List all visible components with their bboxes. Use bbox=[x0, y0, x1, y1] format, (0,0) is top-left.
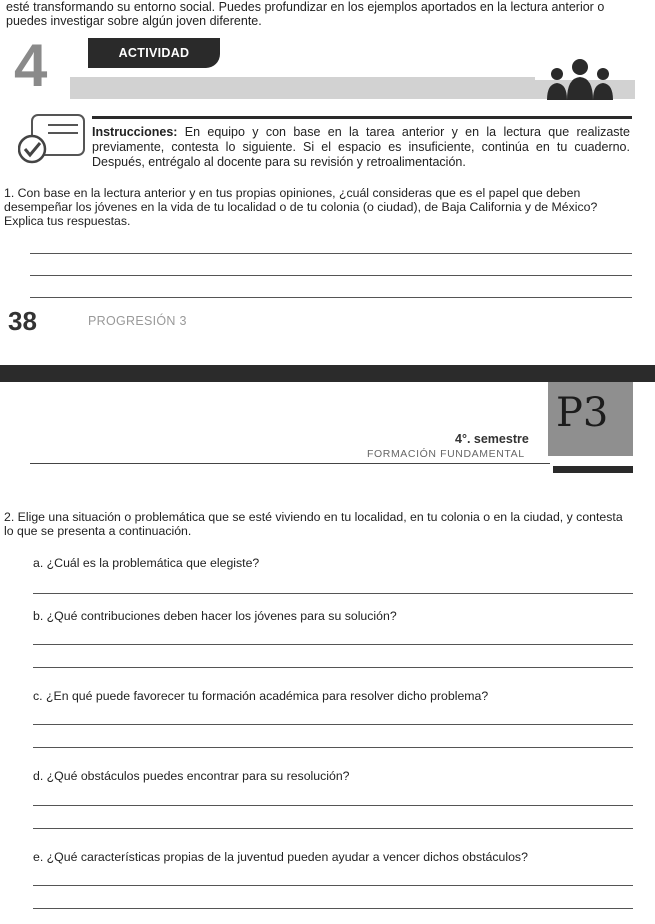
checklist-icon bbox=[18, 113, 88, 172]
subquestion-e: e. ¿Qué características propias de la juventud pueden ayudar a vencer dichos obstáculos? bbox=[33, 850, 528, 864]
answer-line[interactable] bbox=[33, 667, 633, 668]
instructions-body: En equipo y con base en la tarea anterior y en la lectura que realizaste previamente, contesta lo siguiente. Si el espacio es insuficiente, continúa en tu cuaderno. Después, entrégalo al docente para su revisión y retroalimentación. bbox=[92, 125, 630, 169]
subquestion-d: d. ¿Qué obstáculos puedes encontrar para su resolución? bbox=[33, 769, 350, 783]
people-group-icon bbox=[545, 56, 615, 107]
header-rule bbox=[30, 463, 550, 464]
answer-line[interactable] bbox=[30, 275, 632, 276]
instructions-rule bbox=[92, 116, 632, 119]
answer-line[interactable] bbox=[33, 644, 633, 645]
answer-line[interactable] bbox=[30, 253, 632, 254]
formation-label: FORMACIÓN FUNDAMENTAL bbox=[367, 448, 525, 460]
activity-label: ACTIVIDAD bbox=[88, 38, 220, 68]
page-number: 38 bbox=[8, 306, 37, 336]
answer-line[interactable] bbox=[33, 885, 633, 886]
answer-line[interactable] bbox=[33, 828, 633, 829]
subquestion-c: c. ¿En qué puede favorecer tu formación académica para resolver dicho problema? bbox=[33, 689, 489, 703]
intro-text: esté transformando su entorno social. Puedes profundizar en los ejemplos aportados en la lectura anterior o puedes investigar sobre algún joven diferente. bbox=[6, 0, 605, 28]
progression-badge: P3 bbox=[556, 390, 609, 436]
answer-line[interactable] bbox=[33, 747, 633, 748]
semester-label: 4°. semestre bbox=[455, 432, 529, 446]
subquestion-b: b. ¿Qué contribuciones deben hacer los jóvenes para su solución? bbox=[33, 609, 397, 623]
instructions-text bbox=[92, 125, 630, 170]
subquestion-a: a. ¿Cuál es la problemática que elegiste? bbox=[33, 556, 260, 570]
answer-line[interactable] bbox=[33, 908, 633, 909]
activity-number: 4 bbox=[14, 32, 48, 99]
header-dark-bar bbox=[553, 466, 633, 473]
instructions-heading: Instrucciones: bbox=[92, 125, 178, 139]
answer-line[interactable] bbox=[33, 724, 633, 725]
question-2: 2. Elige una situación o problemática que se esté viviendo en tu localidad, en tu colonia o en la ciudad, y contesta lo que se presenta a continuación. bbox=[4, 510, 623, 538]
progression-label: PROGRESIÓN 3 bbox=[88, 314, 187, 328]
question-1: 1. Con base en la lectura anterior y en tus propias opiniones, ¿cuál consideras que es el papel que deben desempeñar los jóvenes en la vida de tu localidad o de tu colonia (o ciudad), de Baja California y de México? Explica tus respuestas. bbox=[4, 186, 598, 228]
page-separator bbox=[0, 365, 655, 382]
activity-band bbox=[70, 77, 535, 99]
answer-line[interactable] bbox=[33, 593, 633, 594]
answer-line[interactable] bbox=[30, 297, 632, 298]
answer-line[interactable] bbox=[33, 805, 633, 806]
